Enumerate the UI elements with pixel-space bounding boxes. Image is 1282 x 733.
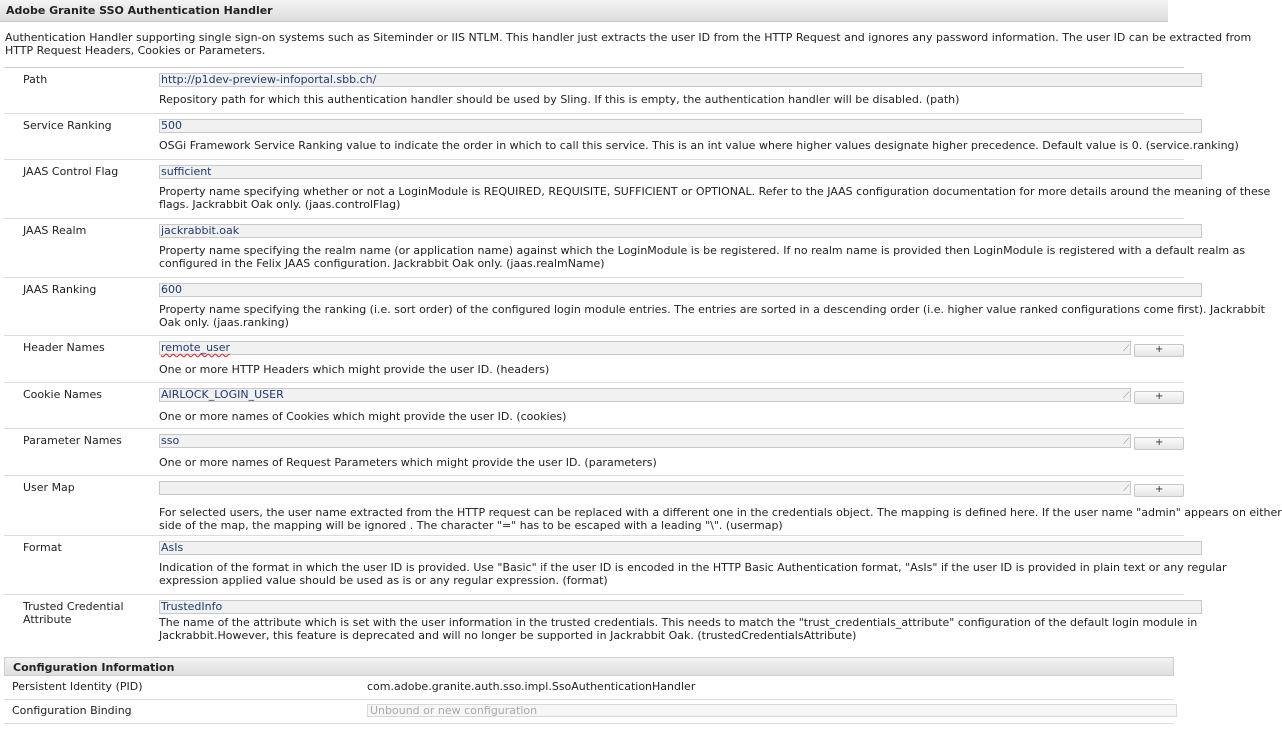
path-input[interactable]: http://p1dev-preview-infoportal.sbb.ch/: [159, 73, 1202, 87]
cookie-names-textarea[interactable]: [159, 388, 1131, 402]
resize-grip-icon[interactable]: ⟋: [1123, 344, 1130, 354]
property-row-format: [4, 536, 1184, 595]
property-label: Trusted Credential Attribute: [4, 595, 149, 650]
binding-label: Configuration Binding: [12, 704, 132, 717]
property-label: Header Names: [4, 336, 149, 383]
add-user-map-button[interactable]: +: [1134, 484, 1184, 497]
format-input[interactable]: AsIs: [159, 541, 1202, 555]
handler-description-line: HTTP Request Headers, Cookies or Parameters.: [5, 44, 266, 57]
handler-description-line: Authentication Handler supporting single sign-on systems such as Siteminder or IIS NTLM. This handler just extracts the user ID from the HTTP Request and ignores any password information. The user ID can be extracted from: [5, 31, 1252, 44]
property-row-trusted-credential-attribute: [4, 595, 1184, 650]
property-help: Property name specifying the realm name (or application name) against which the LoginModule is be registered. If no realm name is provided then LoginModule is registered with a default realm as configured in the Felix JAAS configuration. Jackrabbit Oak only. (jaas.realmName): [159, 244, 1246, 270]
section-title: Configuration Information: [13, 661, 175, 674]
property-help: The name of the attribute which is set with the user information in the trusted credentials. This needs to match the "trust_credentials_attribute" configuration of the default login module in Jackrabbit.However, this feature is deprecated and will no longer be supported in Jackrabbit Oak. (trustedCredentialsAttribute): [159, 616, 1198, 642]
property-label: Path: [4, 68, 149, 114]
configuration-binding-field[interactable]: Unbound or new configuration: [367, 704, 1177, 717]
property-row-service-ranking: [4, 114, 1184, 160]
dialog-title-bar: [0, 0, 1168, 22]
add-header-name-button[interactable]: +: [1134, 344, 1184, 357]
property-help: For selected users, the user name extracted from the HTTP request can be replaced with a different one in the credentials object. The mapping is defined here. If the user name "admin" appears on either side of the map, the mapping will be ignored . The character "=" has to be escaped with a leading "\". (usermap): [159, 506, 1282, 532]
property-help: OSGi Framework Service Ranking value to indicate the order in which to call this service. This is an int value where higher values designate higher precedence. Default value is 0. (service.ranking): [159, 139, 1239, 152]
trusted-credential-attribute-input[interactable]: TrustedInfo: [159, 600, 1202, 614]
user-map-textarea[interactable]: [159, 481, 1131, 495]
property-help: Property name specifying whether or not a LoginModule is REQUIRED, REQUISITE, SUFFICIENT or OPTIONAL. Refer to the JAAS configuration documentation for more details around the meaning of these flags. Jackrabbit Oak only. (jaas.controlFlag): [159, 185, 1271, 211]
property-row-path: [4, 68, 1184, 114]
property-row-header-names: [4, 336, 1184, 383]
cookie-names-value: AIRLOCK_LOGIN_USER: [161, 388, 284, 401]
config-properties-table: [4, 67, 1282, 650]
property-label: Service Ranking: [4, 114, 149, 160]
property-label: JAAS Realm: [4, 219, 149, 278]
pid-value: com.adobe.granite.auth.sso.impl.SsoAuthenticationHandler: [367, 680, 696, 693]
handler-description: [5, 31, 1252, 57]
header-names-textarea[interactable]: [159, 341, 1131, 355]
property-help: Repository path for which this authentication handler should be used by Sling. If this is empty, the authentication handler will be disabled. (path): [159, 93, 960, 106]
jaas-realm-input[interactable]: jackrabbit.oak: [159, 224, 1202, 238]
property-label: JAAS Control Flag: [4, 160, 149, 219]
property-label: User Map: [4, 476, 149, 536]
jaas-control-flag-input[interactable]: sufficient: [159, 165, 1202, 179]
pid-label: Persistent Identity (PID): [12, 680, 143, 693]
property-row-user-map: [4, 476, 1184, 536]
property-label: Parameter Names: [4, 429, 149, 476]
add-cookie-name-button[interactable]: +: [1134, 391, 1184, 404]
dialog-title: Adobe Granite SSO Authentication Handler: [6, 4, 273, 17]
parameter-names-value: sso: [161, 434, 180, 447]
property-row-jaas-realm: [4, 219, 1184, 278]
resize-grip-icon[interactable]: ⟋: [1123, 437, 1130, 447]
service-ranking-input[interactable]: 500: [159, 119, 1202, 133]
property-help: Property name specifying the ranking (i.e. sort order) of the configured login module entries. The entries are sorted in a descending order (i.e. higher value ranked configurations come first). Jackrabbit Oak only. (jaas.ranking): [159, 303, 1265, 329]
add-parameter-name-button[interactable]: +: [1134, 437, 1184, 450]
header-names-value: remote_user: [161, 341, 231, 354]
resize-grip-icon[interactable]: ⟋: [1123, 484, 1130, 494]
property-label: Format: [4, 536, 149, 595]
property-help: Indication of the format in which the user ID is provided. Use "Basic" if the user ID is encoded in the HTTP Basic Authentication format, "AsIs" if the user ID is provided in plain text or any regular expression applied value should be used as is or any regular expression. (format): [159, 561, 1227, 587]
binding-row: [4, 700, 1174, 724]
property-label: Cookie Names: [4, 383, 149, 429]
configuration-information-header: [4, 657, 1174, 676]
property-help: One or more HTTP Headers which might provide the user ID. (headers): [159, 363, 550, 376]
property-row-jaas-control-flag: [4, 160, 1184, 219]
parameter-names-textarea[interactable]: [159, 434, 1131, 448]
property-row-parameter-names: [4, 429, 1184, 476]
jaas-ranking-input[interactable]: 600: [159, 283, 1202, 297]
property-row-cookie-names: [4, 383, 1184, 429]
property-help: One or more names of Request Parameters which might provide the user ID. (parameters): [159, 456, 657, 469]
pid-row: [4, 676, 1174, 700]
property-help: One or more names of Cookies which might provide the user ID. (cookies): [159, 410, 567, 423]
resize-grip-icon[interactable]: ⟋: [1123, 391, 1130, 401]
property-row-jaas-ranking: [4, 278, 1184, 336]
property-label: JAAS Ranking: [4, 278, 149, 336]
